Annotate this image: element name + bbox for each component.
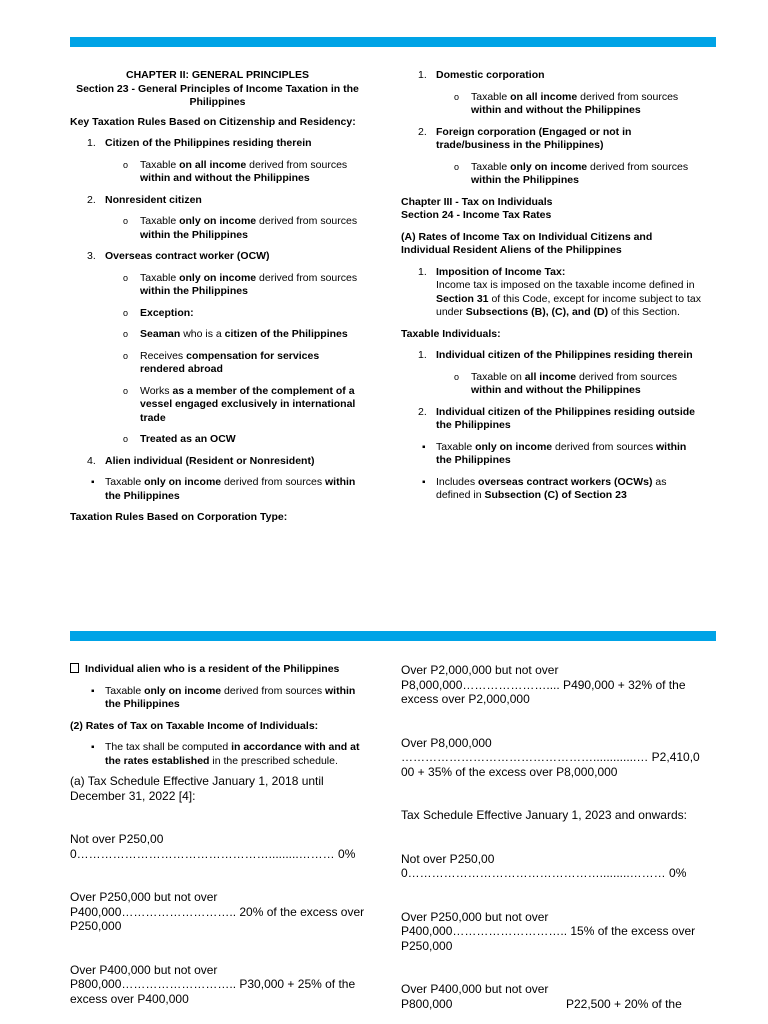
list-item: o Works as a member of the complement of a vessel engaged exclusively in international trade [123,384,356,424]
top-blue-bar [70,37,716,47]
alien-resident-heading: Individual alien who is a resident of the Philippines [70,663,365,677]
checkbox-icon [70,663,79,673]
rates-2-heading: (2) Rates of Tax on Taxable Income of Individuals: [70,719,319,732]
list-item: o Taxable only on income derived from sources within the Philippines [454,160,689,186]
list-item: o Treated as an OCW [123,433,236,445]
section-title: Section 23 - General Principles of Income Taxation in the Philippines [76,82,359,108]
rate-row: Over P8,000,000 ………………………………………….............… P2,410,000 + 35% of the excess over P8,000,000 [401,735,700,779]
list-item: o Taxable on all income derived from sources within and without the Philippines [123,158,348,184]
list-item: o Taxable on all income derived from sources within and without the Philippines [454,90,679,116]
section24-title: Section 24 - Income Tax Rates [401,209,552,221]
corp-rules-heading: Taxation Rules Based on Corporation Type: [70,511,288,523]
list-item: 2. Foreign corporation (Engaged or not in trade/business in the Philippines) [418,125,632,151]
rate-row: Over P250,000 but not over P400,000……………………….. 20% of the excess over P250,000 [70,890,365,933]
taxable-individuals-heading: Taxable Individuals: [401,327,501,340]
list-item: 2. Nonresident citizen [87,193,202,206]
middle-blue-bar [70,631,716,641]
page2-left-column [70,663,365,1006]
list-item: ▪ Taxable only on income derived from sources within the Philippines [422,440,687,466]
list-item: ▪ Includes overseas contract workers (OCWs) as defined in Subsection (C) of Section 23 [422,475,667,501]
list-item: o Receives compensation for services rendered abroad [123,349,320,375]
list-item: 4. Alien individual (Resident or Nonresident) [87,454,315,467]
rates-a-heading: (A) Rates of Income Tax on Individual Citizens and Individual Resident Aliens of the Philippines [401,230,653,256]
schedule-b-title: Tax Schedule Effective January 1, 2023 and onwards: [401,808,687,822]
rate-row: Not over P250,000………………………………………….........……… 0% [70,832,356,861]
page1-left-column [70,69,365,525]
list-item: 3. Overseas contract worker (OCW) [87,250,270,262]
list-item: ▪ Taxable only on income derived from sources within the Philippines [91,476,356,502]
rate-row: Over P400,000 but not over [401,982,549,996]
list-item: o Exception: [123,306,194,319]
chapter-title: CHAPTER II: GENERAL PRINCIPLES [126,69,309,81]
list-item: 1. Individual citizen of the Philippines residing therein [418,349,693,361]
list-item: ▪ The tax shall be computed in accordance with and at the rates established in the prescribed schedule. [91,741,360,767]
page2-right-column [401,663,701,1011]
list-item: 1. Domestic corporation [418,69,545,81]
rate-row: Over P250,000 but not over P400,000……………………….. 15% of the excess over P250,000 [401,909,696,953]
page1-right-column [401,69,701,503]
key-rules-heading: Key Taxation Rules Based on Citizenship and Residency: [70,115,356,128]
rate-row: Over P2,000,000 but not over P8,000,000………………….... P490,000 + 32% of the excess over P2,000,000 [401,663,686,706]
list-item: o Taxable only on income derived from sources within the Philippines [123,271,358,297]
schedule-a-title: (a) Tax Schedule Effective January 1, 2018 until December 31, 2022 [4]: [70,774,324,803]
rate-row: Not over P250,000………………………………………….........……… 0% [401,851,687,880]
list-item: ▪ Taxable only on income derived from sources within the Philippines [91,684,356,710]
list-item: o Seaman who is a citizen of the Philippines [123,328,348,340]
list-item: 1. Citizen of the Philippines residing therein [87,137,312,149]
list-item: 1. Imposition of Income Tax: Income tax is imposed on the taxable income defined in Section 31 of this Code, except for income subject to tax under Subsections (B), (C), and (D) of this Section. [418,265,701,318]
list-item: 2. Individual citizen of the Philippines residing outside the Philippines [418,405,696,431]
chapter3-title: Chapter III - Tax on Individuals [401,195,553,208]
rate-row: P800,000 P22,500 + 20% of the [401,996,682,1011]
list-item: o Taxable only on income derived from sources within the Philippines [123,215,358,241]
list-item: o Taxable on all income derived from sources within and without the Philippines [454,370,678,396]
rate-row: Over P400,000 but not over P800,000……………………….. P30,000 + 25% of the excess over P400,000 [70,962,356,1006]
